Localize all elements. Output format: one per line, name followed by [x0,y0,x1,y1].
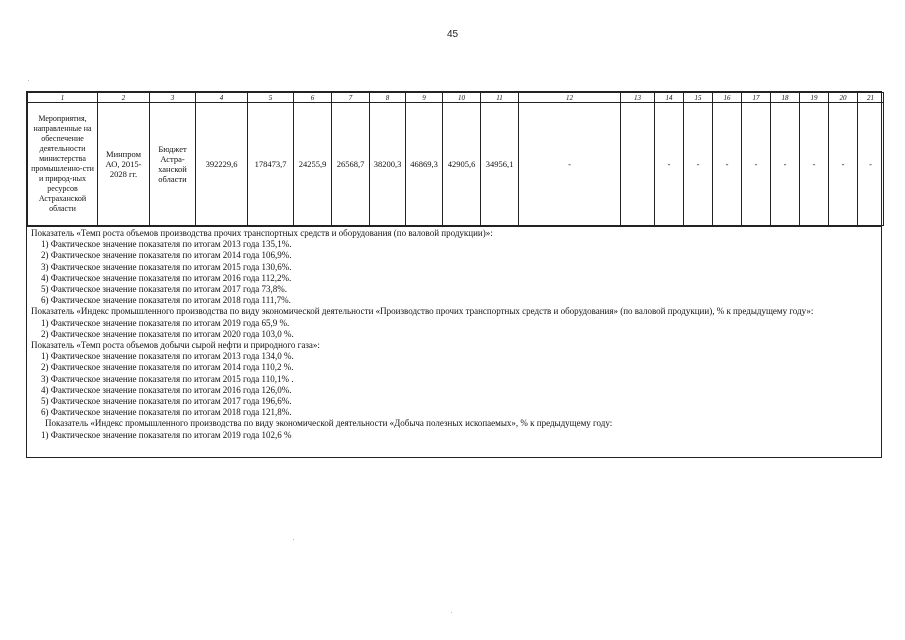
value-cell: - [858,103,884,226]
indicator-heading: Показатель «Индекс промышленного производства по виду экономической деятельности «Производство прочих транспортных средств и оборудования» (по валовой продукции), % к предыдущему году»: [31,306,814,317]
document-body [26,91,882,458]
value-cell: - [519,103,621,226]
column-number: 8 [370,93,406,103]
scan-speck [28,80,29,81]
program-table [27,92,884,226]
value-cell: - [829,103,858,226]
indicator-value-line: 2) Фактическое значение показателя по итогам 2014 года 110,2 %. [41,362,294,373]
column-number: 4 [196,93,248,103]
column-number: 17 [742,93,771,103]
indicator-value-line: 1) Фактическое значение показателя по итогам 2013 года 134,0 %. [41,351,294,362]
column-number: 2 [98,93,150,103]
indicator-value-line: 1) Фактическое значение показателя по итогам 2013 года 135,1%. [41,239,292,250]
scan-speck [293,539,294,540]
column-number: 20 [829,93,858,103]
column-number: 1 [28,93,98,103]
scan-speck [451,612,452,613]
column-number: 9 [406,93,443,103]
column-number: 15 [684,93,713,103]
indicator-value-line: 3) Фактическое значение показателя по итогам 2015 года 110,1% . [41,373,294,384]
indicator-value-line: 6) Фактическое значение показателя по итогам 2018 года 121,8%. [41,407,292,418]
value-cell: 178473,7 [248,103,294,226]
value-cell: - [771,103,800,226]
indicator-value-line: 1) Фактическое значение показателя по итогам 2019 года 102,6 % [41,429,292,440]
indicator-value-line: 4) Фактическое значение показателя по итогам 2016 года 126,0%. [41,384,292,395]
indicator-value-line: 4) Фактическое значение показателя по итогам 2016 года 112,2%. [41,272,292,283]
column-number: 10 [443,93,481,103]
value-cell: 26568,7 [332,103,370,226]
executor-cell: Минпром АО, 2015-2028 гг. [98,103,150,226]
value-cell: 42905,6 [443,103,481,226]
table-row [28,103,884,226]
value-cell: - [800,103,829,226]
column-number: 19 [800,93,829,103]
indicator-value-line: 1) Фактическое значение показателя по итогам 2019 года 65,9 %. [41,317,290,328]
column-number: 7 [332,93,370,103]
indicator-heading: Показатель «Темп роста объемов добычи сырой нефти и природного газа»: [31,340,320,351]
indicator-heading: Показатель «Индекс промышленного производства по виду экономической деятельности «Добыча полезных ископаемых», % к предыдущему году: [45,418,613,429]
indicator-value-line: 2) Фактическое значение показателя по итогам 2014 года 106,9%. [41,250,292,261]
funding-source-cell: Бюджет Астра-ханской области [150,103,196,226]
column-number: 13 [621,93,655,103]
value-cell: 46869,3 [406,103,443,226]
indicator-value-line: 5) Фактическое значение показателя по итогам 2017 года 73,8%. [41,284,288,295]
value-cell: 392229,6 [196,103,248,226]
value-cell: - [655,103,684,226]
value-cell: - [742,103,771,226]
indicator-value-line: 2) Фактическое значение показателя по итогам 2020 года 103,0 %. [41,328,294,339]
page-number: 45 [446,29,459,40]
column-number: 16 [713,93,742,103]
value-cell: - [713,103,742,226]
column-number: 12 [519,93,621,103]
column-number: 18 [771,93,800,103]
value-cell: 24255,9 [294,103,332,226]
column-number: 14 [655,93,684,103]
value-cell: 34956,1 [481,103,519,226]
column-number: 5 [248,93,294,103]
value-cell [621,103,655,226]
column-number: 21 [858,93,884,103]
column-number: 11 [481,93,519,103]
event-name-cell: Мероприятия, направленные на обеспечение деятельности министерства промышленно-сти и природ-ных ресурсов Астраханской области [28,103,98,226]
indicator-value-line: 5) Фактическое значение показателя по итогам 2017 года 196,6%. [41,396,292,407]
indicator-value-line: 6) Фактическое значение показателя по итогам 2018 года 111,7%. [41,295,291,306]
column-number: 6 [294,93,332,103]
indicator-heading: Показатель «Темп роста объемов производства прочих транспортных средств и оборудования (по валовой продукции)»: [31,228,493,238]
value-cell: - [684,103,713,226]
indicator-text-block [27,226,881,457]
column-number-row [28,93,884,103]
column-number: 3 [150,93,196,103]
value-cell: 38200,3 [370,103,406,226]
indicator-value-line: 3) Фактическое значение показателя по итогам 2015 года 130,6%. [41,261,292,272]
